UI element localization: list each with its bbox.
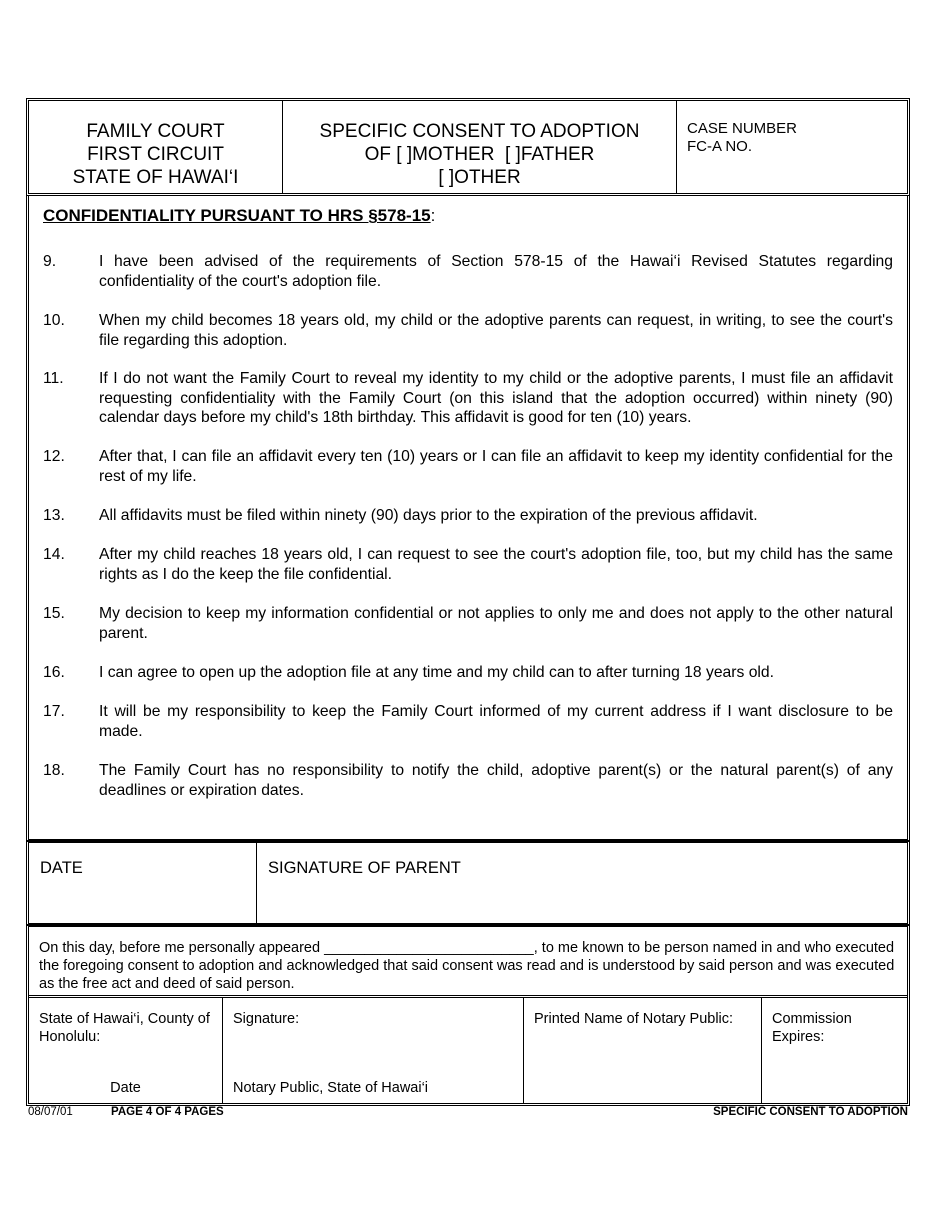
footer-form-title: SPECIFIC CONSENT TO ADOPTION xyxy=(713,1106,908,1118)
title-line-3: [ ]OTHER xyxy=(438,167,521,188)
list-item xyxy=(43,369,893,428)
item-text: After that, I can file an affidavit every ten (10) years or I can file an affidavit to keep my identity confidential for the rest of my life. xyxy=(99,448,893,485)
printed-name-cell[interactable] xyxy=(524,998,762,1103)
printed-name-label: Printed Name of Notary Public: xyxy=(534,1011,734,1027)
date-label: DATE xyxy=(40,859,83,877)
notary-date-label: Date xyxy=(110,1080,141,1096)
state-county-label: State of Hawai‘i, County of Honolulu: xyxy=(39,1011,210,1045)
page-number: PAGE 4 OF 4 PAGES xyxy=(111,1106,224,1118)
item-text: It will be my responsibility to keep the Family Court informed of my current address if I want disclosure to be made. xyxy=(99,703,893,740)
item-text: All affidavits must be filed within ninety (90) days prior to the expiration of the previous affidavit. xyxy=(99,507,758,524)
confidentiality-section xyxy=(26,196,910,842)
notary-public-label: Notary Public, State of Hawai‘i xyxy=(233,1080,429,1096)
list-item xyxy=(43,663,893,683)
item-number: 9. xyxy=(43,253,57,270)
court-line-1: FAMILY COURT xyxy=(86,121,225,142)
list-item xyxy=(43,604,893,643)
list-item xyxy=(43,447,893,486)
list-item xyxy=(43,545,893,584)
case-number-box[interactable] xyxy=(677,101,907,193)
item-text: I have been advised of the requirements of Section 578-15 of the Hawai‘i Revised Statutes regarding confidentiality of the court's adoption file. xyxy=(99,253,893,290)
notary-signature-cell[interactable] xyxy=(223,998,524,1103)
section-heading xyxy=(43,206,435,226)
title-line-1: SPECIFIC CONSENT TO ADOPTION xyxy=(319,121,640,142)
item-text: If I do not want the Family Court to reveal my identity to my child or the adoptive parents, I must file an affidavit requesting confidentiality with the Family Court (on this island that the adoption occurred) within ninety (90) calendar days before my child's 18th birthday. This affidavit is good for ten (10) years. xyxy=(99,370,893,426)
list-item xyxy=(43,761,893,800)
parent-signature-field[interactable] xyxy=(257,843,907,923)
form-header xyxy=(26,98,910,196)
item-number: 14. xyxy=(43,546,65,563)
item-number: 17. xyxy=(43,703,65,720)
list-item xyxy=(43,506,893,526)
item-text: The Family Court has no responsibility to notify the child, adoptive parent(s) or the natural parent(s) of any deadlines or expiration dates. xyxy=(99,762,893,799)
item-text: My decision to keep my information confidential or not applies to only me and does not apply to the other natural parent. xyxy=(99,605,893,642)
title-line-2: OF [ ]MOTHER [ ]FATHER xyxy=(364,144,595,165)
section-heading-colon: : xyxy=(430,206,436,225)
notary-signature-label: Signature: xyxy=(233,1011,300,1027)
item-number: 10. xyxy=(43,312,65,329)
notary-grid xyxy=(29,995,907,1103)
item-number: 12. xyxy=(43,448,65,465)
list-item xyxy=(43,702,893,741)
form-title xyxy=(283,101,677,193)
court-name xyxy=(29,101,283,193)
item-number: 16. xyxy=(43,664,65,681)
list-item xyxy=(43,252,893,291)
notary-section xyxy=(26,924,910,1106)
state-county-cell[interactable] xyxy=(29,998,223,1103)
list-item xyxy=(43,311,893,350)
section-heading-text: CONFIDENTIALITY PURSUANT TO HRS §578-15 xyxy=(43,206,431,225)
case-prefix: FC-A NO. xyxy=(687,138,753,155)
court-line-3: STATE OF HAWAI‘I xyxy=(72,167,239,188)
commission-label: Commission Expires: xyxy=(772,1011,852,1045)
notary-statement: On this day, before me personally appeared __________________________, to me known to be person named in and who executed the foregoing consent to adoption and acknowledged that said consent was read and is understood by said person and was executed as the free act and deed of said person. xyxy=(39,940,895,992)
item-number: 15. xyxy=(43,605,65,622)
item-number: 13. xyxy=(43,507,65,524)
item-number: 11. xyxy=(43,370,64,387)
case-number-label: CASE NUMBER xyxy=(687,120,798,137)
item-text: When my child becomes 18 years old, my child or the adoptive parents can request, in writing, to see the court's file regarding this adoption. xyxy=(99,312,893,349)
date-field[interactable] xyxy=(29,843,257,923)
commission-cell[interactable] xyxy=(762,998,907,1103)
parent-signature-label: SIGNATURE OF PARENT xyxy=(268,859,461,877)
item-text: I can agree to open up the adoption file at any time and my child can to after turning 18 years old. xyxy=(99,664,774,681)
court-line-2: FIRST CIRCUIT xyxy=(87,144,224,165)
item-text: After my child reaches 18 years old, I can request to see the court's adoption file, too, but my child has the same rights as I do the keep the file confidential. xyxy=(99,546,893,583)
form-date: 08/07/01 xyxy=(28,1106,73,1118)
signature-row xyxy=(26,840,910,926)
item-number: 18. xyxy=(43,762,65,779)
